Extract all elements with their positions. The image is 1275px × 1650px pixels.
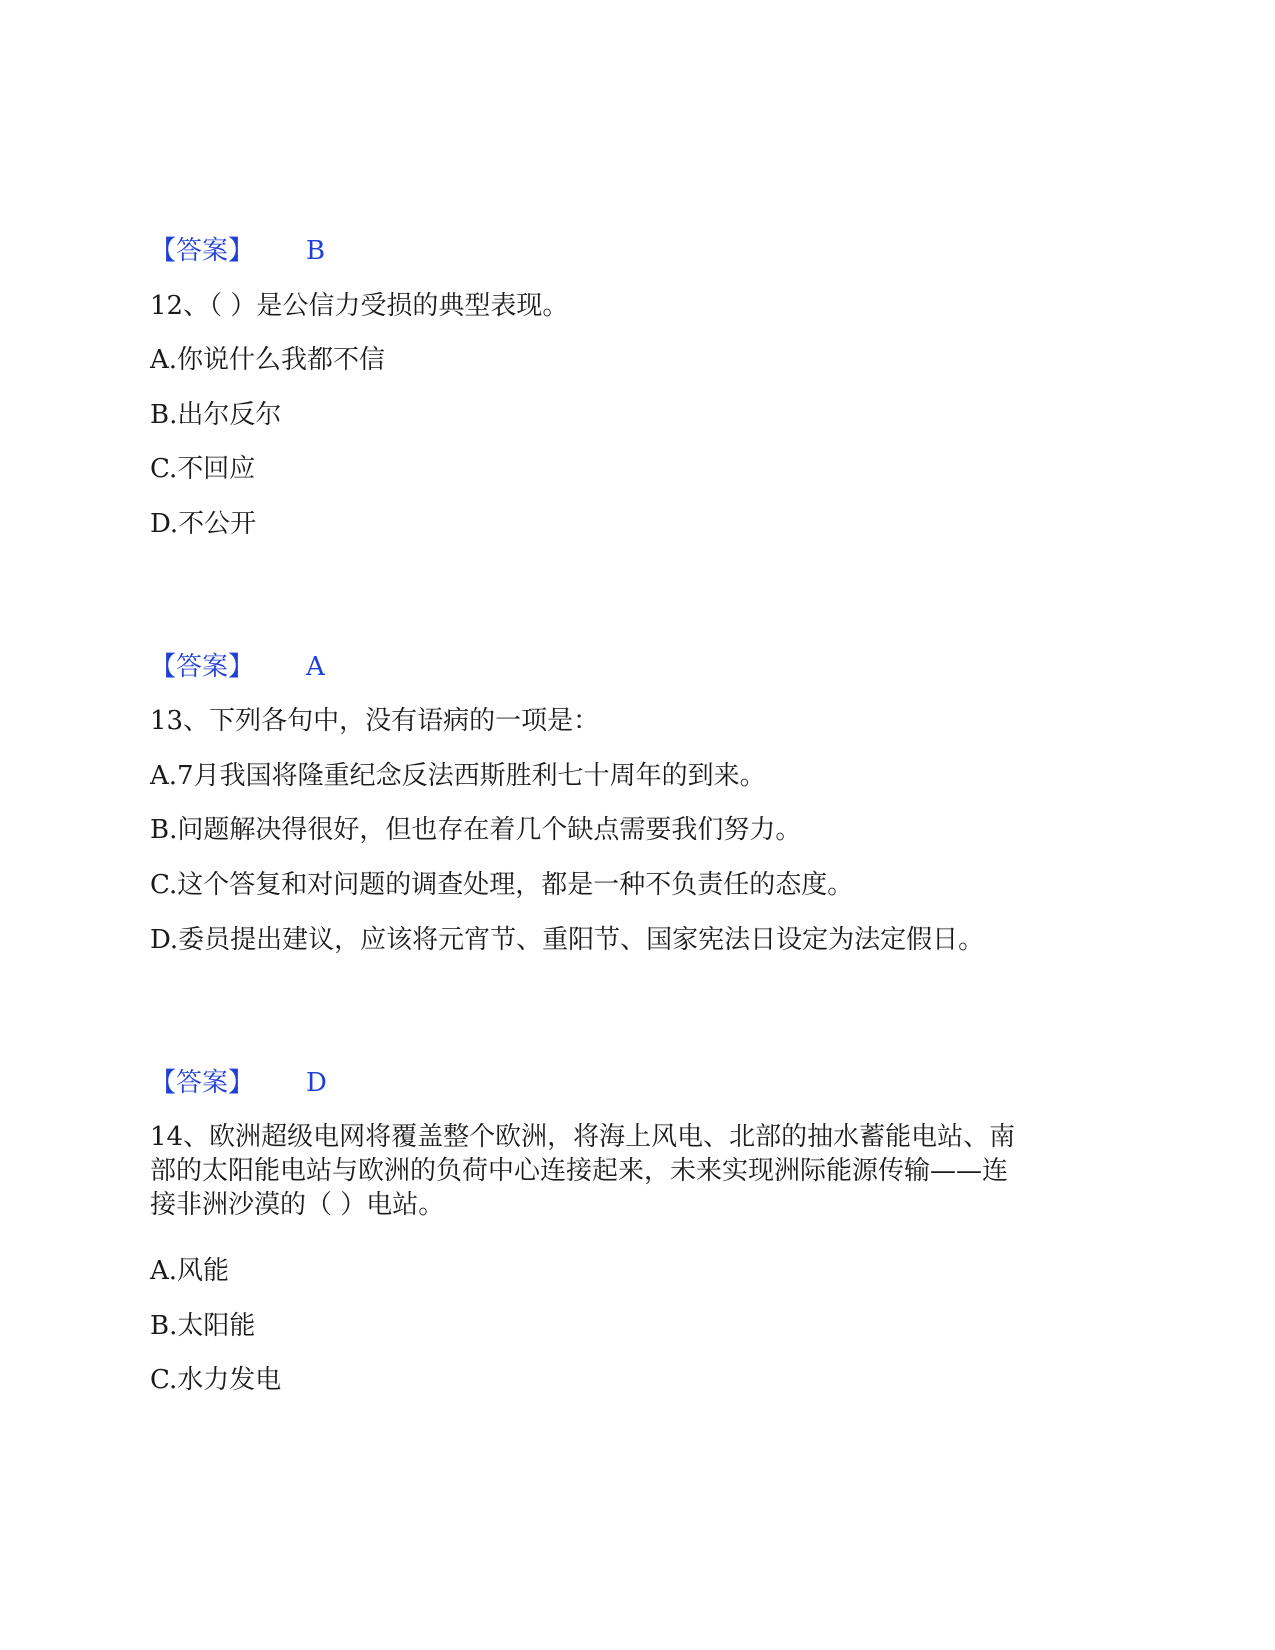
question-14-stem: [150, 1120, 1110, 1222]
answer-value: B: [306, 236, 326, 266]
question-12-option-d: D.不公开: [150, 509, 257, 539]
answer-line-q11: [150, 234, 325, 268]
answer-value: A: [306, 652, 325, 682]
question-14-option-c: C.水力发电: [150, 1365, 282, 1395]
question-12-stem: 12、（ ）是公信力受损的典型表现。: [150, 291, 569, 321]
answer-label: 【答案】: [150, 236, 255, 266]
question-13-stem: 13、下列各句中，没有语病的一项是：: [150, 706, 600, 736]
question-14-stem-line: 接非洲沙漠的（ ）电站。: [150, 1190, 445, 1220]
answer-value: D: [306, 1068, 327, 1098]
question-14-stem-line: 部的太阳能电站与欧洲的负荷中心连接起来，未来实现洲际能源传输——连: [150, 1156, 1009, 1186]
answer-label: 【答案】: [150, 1068, 255, 1098]
question-14-option-b: B.太阳能: [150, 1311, 256, 1341]
question-13-option-d: D.委员提出建议，应该将元宵节、重阳节、国家宪法日设定为法定假日。: [150, 925, 985, 955]
answer-line-q12: [150, 650, 325, 684]
question-12-option-b: B.出尔反尔: [150, 400, 282, 430]
answer-label: 【答案】: [150, 652, 255, 682]
question-14-option-a: A.风能: [150, 1256, 230, 1286]
question-12-option-c: C.不回应: [150, 454, 256, 484]
question-12-option-a: A.你说什么我都不信: [150, 345, 386, 375]
question-13-option-a: A.7月我国将隆重纪念反法西斯胜利七十周年的到来。: [150, 761, 766, 791]
question-14-stem-line: 14、欧洲超级电网将覆盖整个欧洲，将海上风电、北部的抽水蓄能电站、南: [150, 1122, 1016, 1152]
answer-line-q13: [150, 1066, 327, 1100]
question-13-option-b: B.问题解决得很好，但也存在着几个缺点需要我们努力。: [150, 815, 802, 845]
question-13-option-c: C.这个答复和对问题的调查处理，都是一种不负责任的态度。: [150, 870, 854, 900]
